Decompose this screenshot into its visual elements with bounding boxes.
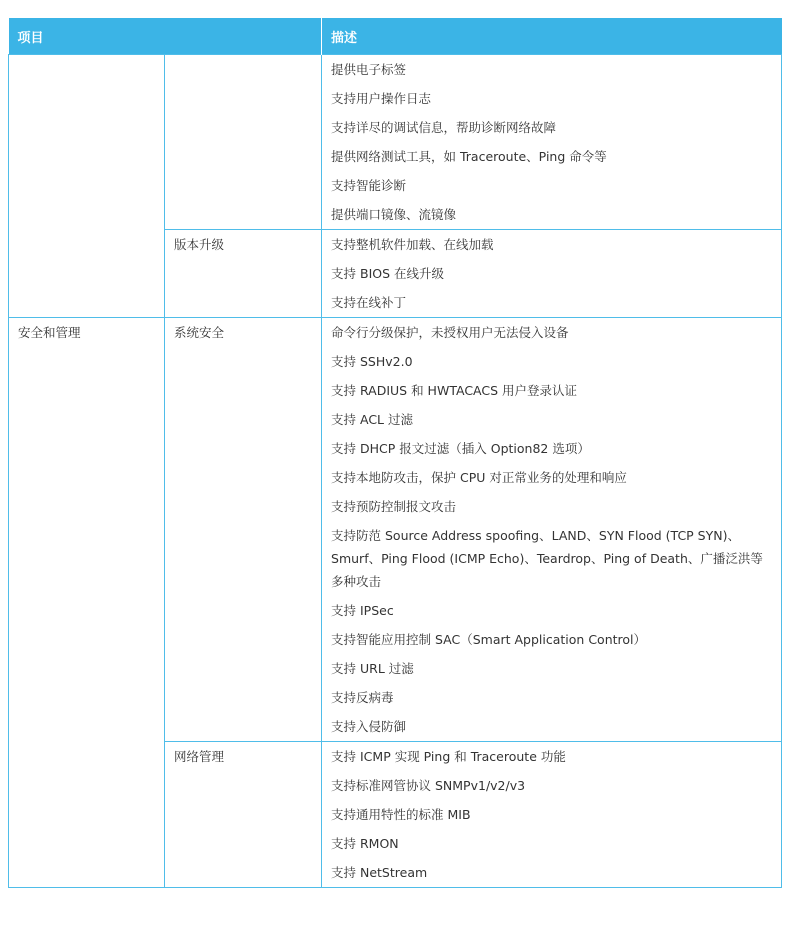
feature-item: 支持反病毒: [331, 690, 394, 705]
feature-item: 提供网络测试工具，如 Traceroute、Ping 命令等: [331, 149, 607, 164]
feature-item: 支持在线补丁: [331, 295, 407, 310]
spec-table: [8, 18, 782, 888]
feature-list: [331, 318, 775, 741]
feature-item: 支持 NetStream: [331, 865, 428, 880]
feature-item: 支持智能应用控制 SAC（Smart Application Control）: [331, 632, 647, 647]
table-body: [9, 55, 782, 888]
header-row: [9, 18, 782, 55]
feature-item: 支持 RMON: [331, 836, 399, 851]
category-cell: 安全和管理: [9, 318, 165, 888]
feature-item: 支持 DHCP 报文过滤（插入 Option82 选项）: [331, 441, 590, 456]
feature-item: 支持整机软件加载、在线加载: [331, 237, 494, 252]
feature-item: 支持本地防攻击，保护 CPU 对正常业务的处理和响应: [331, 470, 627, 485]
feature-item: 支持详尽的调试信息，帮助诊断网络故障: [331, 120, 557, 135]
feature-item: 支持防范 Source Address spoofing、LAND、SYN Flood (TCP SYN)、Smurf、Ping Flood (ICMP Echo)、Teardrop、Ping of Death、广播泛洪等多种攻击: [331, 528, 763, 589]
feature-item: 支持 RADIUS 和 HWTACACS 用户登录认证: [331, 383, 578, 398]
subcategory-cell: 网络管理: [165, 742, 322, 888]
feature-item: 支持 URL 过滤: [331, 661, 414, 676]
feature-list: [331, 742, 775, 887]
feature-item: 支持智能诊断: [331, 178, 407, 193]
table-header: [9, 18, 782, 55]
feature-item: 支持 SSHv2.0: [331, 354, 413, 369]
feature-item: 支持用户操作日志: [331, 91, 432, 106]
feature-list: [331, 230, 775, 317]
feature-item: 支持 ACL 过滤: [331, 412, 413, 427]
feature-item: 支持入侵防御: [331, 719, 407, 734]
feature-cell: [322, 55, 782, 230]
header-desc: 描述: [322, 18, 782, 55]
feature-item: 支持 BIOS 在线升级: [331, 266, 444, 281]
feature-item: 支持 IPSec: [331, 603, 394, 618]
feature-item: 支持通用特性的标准 MIB: [331, 807, 471, 822]
feature-cell: [322, 742, 782, 888]
table-row: [9, 318, 782, 742]
feature-item: 提供端口镜像、流镜像: [331, 207, 457, 222]
feature-list: [331, 55, 775, 229]
subcategory-cell: [165, 55, 322, 230]
feature-item: 支持 ICMP 实现 Ping 和 Traceroute 功能: [331, 749, 566, 764]
feature-item: 命令行分级保护，未授权用户无法侵入设备: [331, 325, 569, 340]
feature-item: 支持标准网管协议 SNMPv1/v2/v3: [331, 778, 526, 793]
category-cell: [9, 55, 165, 318]
feature-item: 支持预防控制报文攻击: [331, 499, 457, 514]
feature-item: 提供电子标签: [331, 62, 407, 77]
header-item: 项目: [9, 18, 322, 55]
feature-cell: [322, 318, 782, 742]
feature-cell: [322, 230, 782, 318]
subcategory-cell: 版本升级: [165, 230, 322, 318]
subcategory-cell: 系统安全: [165, 318, 322, 742]
table-row: [9, 55, 782, 230]
